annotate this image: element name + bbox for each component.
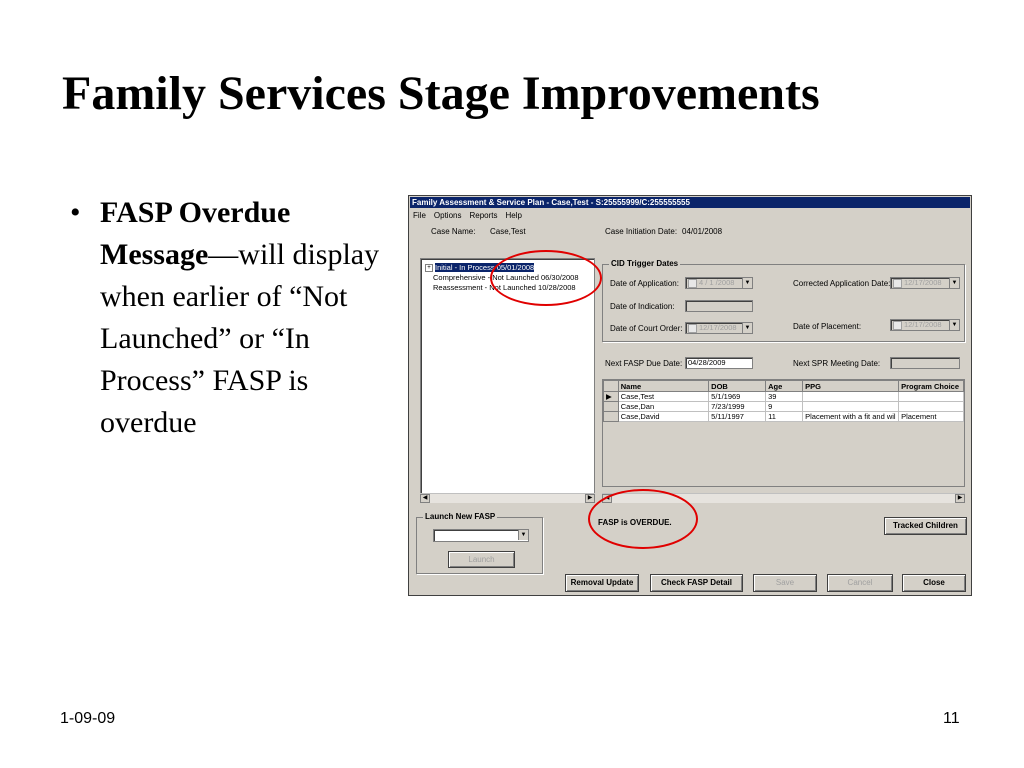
checkbox-icon[interactable] <box>688 279 697 288</box>
column-header-name[interactable]: Name <box>618 381 708 392</box>
fasp-type-select[interactable] <box>433 529 529 542</box>
table-cell[interactable]: Case,Dan <box>618 402 708 412</box>
table-cell[interactable] <box>803 402 899 412</box>
launch-button[interactable]: Launch <box>448 551 515 568</box>
table-cell[interactable]: 39 <box>766 392 803 402</box>
dropdown-arrow-icon[interactable]: ▼ <box>518 530 528 540</box>
column-header-age[interactable]: Age <box>766 381 803 392</box>
row-selector[interactable] <box>604 412 619 422</box>
dropdown-arrow-icon[interactable]: ▼ <box>949 278 959 288</box>
tree-scrollbar[interactable] <box>420 493 595 503</box>
expand-icon[interactable]: + <box>425 264 433 272</box>
column-header-program-choice[interactable]: Program Choice <box>899 381 964 392</box>
table-cell[interactable] <box>803 392 899 402</box>
cancel-button[interactable]: Cancel <box>827 574 893 592</box>
column-header-dob[interactable]: DOB <box>709 381 766 392</box>
date-of-indication-label: Date of Indication: <box>610 302 675 311</box>
removal-update-button[interactable]: Removal Update <box>565 574 639 592</box>
tree-item-reassessment[interactable]: Reassessment - Not Launched 10/28/2008 <box>433 283 576 292</box>
page-number: 11 <box>943 710 960 727</box>
menu-reports[interactable]: Reports <box>469 211 498 220</box>
highlight-circle-overdue <box>588 489 698 549</box>
next-fasp-label: Next FASP Due Date: <box>605 359 683 368</box>
launch-group-title: Launch New FASP <box>425 512 496 521</box>
bullet-text <box>100 192 390 444</box>
table-cell[interactable]: Case,David <box>618 412 708 422</box>
corrected-application-label: Corrected Application Date: <box>793 279 891 288</box>
bullet-body-text: —will display when earlier of “Not Launched” or “In Process” FASP is overdue <box>100 238 380 439</box>
date-of-placement-label: Date of Placement: <box>793 322 862 331</box>
bullet-bold-text: FASP Overdue Message <box>100 196 291 271</box>
menu-help[interactable]: Help <box>505 211 522 220</box>
tracked-children-button[interactable]: Tracked Children <box>884 517 967 535</box>
table-cell[interactable]: 9 <box>766 402 803 412</box>
checkbox-icon[interactable] <box>893 321 902 330</box>
slide-title: Family Services Stage Improvements <box>62 67 820 120</box>
table-cell[interactable]: 5/11/1997 <box>709 412 766 422</box>
next-spr-field[interactable] <box>890 357 960 369</box>
fasp-window <box>408 195 972 596</box>
table-cell[interactable] <box>899 392 964 402</box>
table-row[interactable] <box>604 412 964 422</box>
case-init-label: Case Initiation Date: <box>605 227 678 236</box>
table-cell[interactable]: Placement <box>899 412 964 422</box>
save-button[interactable]: Save <box>753 574 817 592</box>
checkbox-icon[interactable] <box>688 324 697 333</box>
table-row[interactable] <box>604 392 964 402</box>
window-title-bar[interactable]: Family Assessment & Service Plan - Case,Test - S:25555999/C:255555555 <box>410 197 970 208</box>
table-cell[interactable]: 5/1/1969 <box>709 392 766 402</box>
row-indicator-header <box>604 381 619 392</box>
checkbox-icon[interactable] <box>893 279 902 288</box>
table-cell[interactable]: 7/23/1999 <box>709 402 766 412</box>
children-grid[interactable] <box>602 379 965 487</box>
next-fasp-field[interactable]: 04/28/2009 <box>685 357 753 369</box>
date-of-court-order-field[interactable]: 12/17/2008 ▼ <box>685 322 753 334</box>
table-row[interactable] <box>604 402 964 412</box>
row-selector-arrow-icon[interactable]: ▶ <box>604 392 619 402</box>
fasp-overdue-message: FASP is OVERDUE. <box>598 518 672 527</box>
date-of-application-field[interactable]: 4 / 1 /2008 ▼ <box>685 277 753 289</box>
close-button[interactable]: Close <box>902 574 966 592</box>
menu-file[interactable]: File <box>413 211 426 220</box>
dropdown-arrow-icon[interactable]: ▼ <box>949 320 959 330</box>
corrected-application-field[interactable]: 12/17/2008 ▼ <box>890 277 960 289</box>
date-of-application-label: Date of Application: <box>610 279 679 288</box>
dropdown-arrow-icon[interactable]: ▼ <box>742 278 752 288</box>
footer-date: 1-09-09 <box>60 710 116 727</box>
scroll-right-icon[interactable]: ▶ <box>585 494 595 503</box>
cid-group-title: CID Trigger Dates <box>611 259 679 268</box>
table-cell[interactable]: Case,Test <box>618 392 708 402</box>
table-cell[interactable]: 11 <box>766 412 803 422</box>
table-cell[interactable]: Placement with a fit and wil <box>803 412 899 422</box>
next-spr-label: Next SPR Meeting Date: <box>793 359 881 368</box>
menu-options[interactable]: Options <box>433 211 462 220</box>
case-init-value: 04/01/2008 <box>682 227 723 236</box>
scroll-left-icon[interactable]: ◀ <box>420 494 430 503</box>
column-header-ppg[interactable]: PPG <box>803 381 899 392</box>
dropdown-arrow-icon[interactable]: ▼ <box>742 323 752 333</box>
date-of-placement-field[interactable]: 12/17/2008 ▼ <box>890 319 960 331</box>
check-fasp-detail-button[interactable]: Check FASP Detail <box>650 574 743 592</box>
date-of-court-order-label: Date of Court Order: <box>610 324 683 333</box>
case-name-label: Case Name: <box>431 227 476 236</box>
menu-bar <box>412 211 523 222</box>
row-selector[interactable] <box>604 402 619 412</box>
bullet-marker: • <box>70 196 81 229</box>
scroll-left-icon[interactable]: ◀ <box>602 494 612 503</box>
tree-item-initial[interactable]: + Initial - In Process 05/01/2008 <box>425 263 534 272</box>
table-cell[interactable] <box>899 402 964 412</box>
scroll-right-icon[interactable]: ▶ <box>955 494 965 503</box>
case-name-value: Case,Test <box>490 227 526 236</box>
highlight-circle-tree <box>490 250 602 306</box>
date-of-indication-field[interactable] <box>685 300 753 312</box>
tree-item-comprehensive[interactable]: Comprehensive - Not Launched 06/30/2008 <box>433 273 579 282</box>
